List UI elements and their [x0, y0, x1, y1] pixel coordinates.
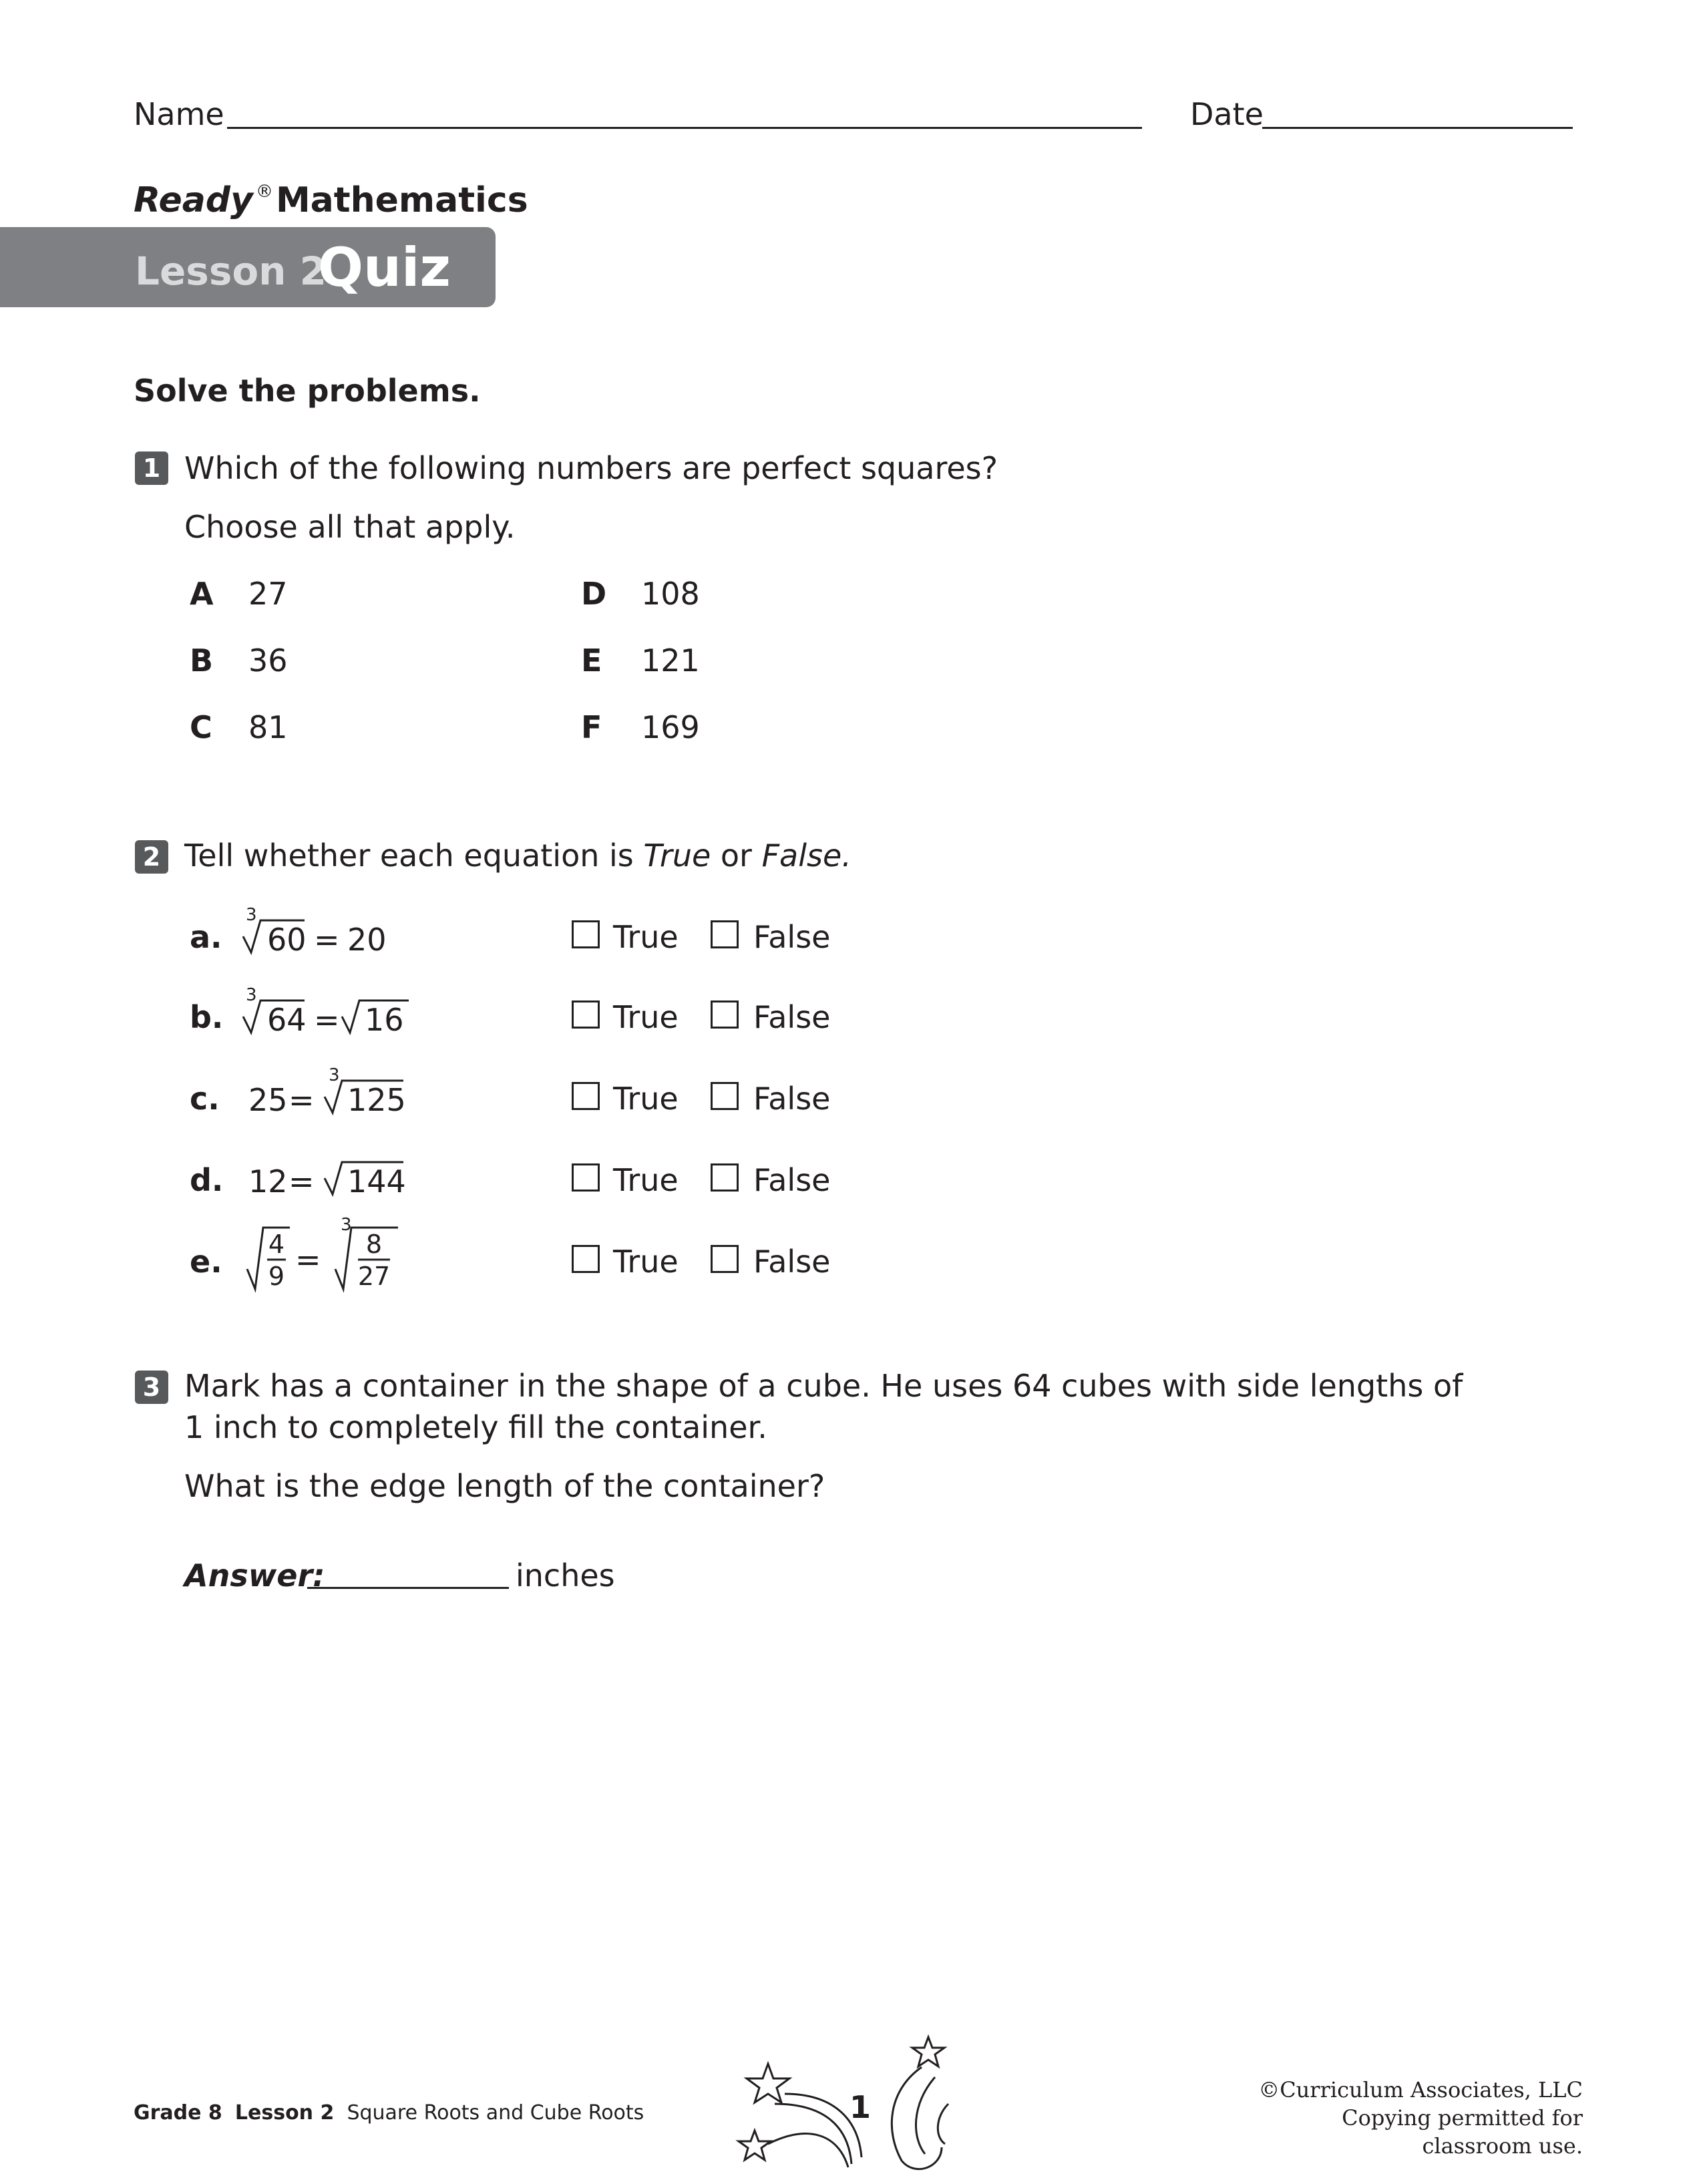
name-label: Name: [134, 96, 224, 132]
footer-grade: Grade 8: [134, 2101, 222, 2125]
equation-b: [234, 982, 434, 1042]
equation-d: [234, 1143, 434, 1204]
item-c-false-label: False: [753, 1081, 831, 1117]
item-b-true-checkbox[interactable]: [572, 1000, 600, 1029]
equals-sign: =: [289, 1163, 315, 1200]
item-a-false-checkbox[interactable]: [711, 920, 739, 948]
choice-a-letter[interactable]: A: [190, 576, 214, 612]
item-e-false-checkbox[interactable]: [711, 1245, 739, 1273]
rhs-value: 20: [347, 922, 387, 958]
item-a-true-label: True: [613, 919, 679, 955]
choice-b-letter[interactable]: B: [190, 643, 214, 679]
false-word: False.: [761, 838, 852, 874]
question-3-line-2: 1 inch to completely fill the container.: [184, 1409, 767, 1445]
numerator-2: 8: [365, 1230, 383, 1259]
item-c-false-checkbox[interactable]: [711, 1082, 739, 1110]
answer-label: Answer:: [184, 1558, 325, 1594]
footer-topic: Square Roots and Cube Roots: [347, 2101, 644, 2125]
numerator-1: 4: [268, 1230, 285, 1259]
item-b-false-checkbox[interactable]: [711, 1000, 739, 1029]
registered-mark: ®: [255, 182, 273, 202]
item-e-label: e.: [190, 1244, 222, 1280]
question-1-prompt: Which of the following numbers are perfect squares?: [184, 450, 998, 486]
radicand: 60: [267, 922, 307, 958]
answer-unit: inches: [516, 1558, 615, 1594]
brand-ready: Ready: [134, 180, 253, 220]
question-1-number: 1: [135, 451, 168, 485]
quiz-label: Quiz: [318, 236, 451, 299]
item-c-true-label: True: [613, 1081, 679, 1117]
cube-index: 3: [341, 1215, 352, 1235]
equals-sign: =: [314, 922, 340, 958]
question-3-number: 3: [135, 1371, 168, 1404]
date-label: Date: [1190, 96, 1264, 132]
item-d-false-label: False: [753, 1162, 831, 1198]
question-3-line-1: Mark has a container in the shape of a cube. He uses 64 cubes with side lengths of: [184, 1368, 1463, 1404]
item-d-true-label: True: [613, 1162, 679, 1198]
instructions: Solve the problems.: [134, 373, 481, 409]
choice-e-letter[interactable]: E: [581, 643, 602, 679]
item-d-label: d.: [190, 1162, 224, 1198]
cube-index: 3: [246, 985, 257, 1005]
item-e-true-label: True: [613, 1244, 679, 1280]
lesson-label: Lesson 2: [135, 248, 327, 294]
rhs-radicand: 16: [365, 1002, 404, 1038]
brand-title: [134, 180, 528, 220]
choice-c-value: 81: [248, 709, 288, 745]
choice-b-value: 36: [248, 643, 288, 679]
item-a-false-label: False: [753, 919, 831, 955]
name-field[interactable]: [227, 127, 1142, 129]
brand-mathematics: Mathematics: [275, 180, 528, 220]
question-2-prompt: [184, 838, 852, 874]
denominator-2: 27: [357, 1262, 391, 1291]
equals-sign: =: [289, 1082, 315, 1118]
radicand: 64: [267, 1002, 307, 1038]
stars-decoration-icon: [721, 2030, 975, 2184]
radicand: 125: [347, 1082, 406, 1118]
footer-lesson: Lesson 2: [234, 2101, 335, 2125]
question-2-number: 2: [135, 840, 168, 874]
equation-e: [234, 1216, 434, 1302]
or-word: or: [711, 838, 762, 874]
item-a-true-checkbox[interactable]: [572, 920, 600, 948]
radicand: 144: [347, 1163, 406, 1200]
choice-e-value: 121: [641, 643, 700, 679]
permission: Copying permitted for classroom use.: [1342, 2105, 1583, 2159]
choice-f-letter[interactable]: F: [581, 709, 602, 745]
item-b-false-label: False: [753, 999, 831, 1035]
equation-c: [234, 1062, 434, 1122]
choice-f-value: 169: [641, 709, 700, 745]
choice-d-letter[interactable]: D: [581, 576, 607, 612]
true-word: True: [643, 838, 711, 874]
item-a-label: a.: [190, 919, 222, 955]
prompt-text: Tell whether each equation is: [184, 838, 644, 874]
item-c-label: c.: [190, 1081, 220, 1117]
date-field[interactable]: [1262, 127, 1573, 129]
question-3-question: What is the edge length of the container?: [184, 1468, 825, 1504]
lesson-tab: [0, 227, 496, 307]
footer-right: [1229, 2076, 1583, 2160]
footer-left: [134, 2101, 644, 2125]
equation-a: [234, 902, 434, 962]
answer-field[interactable]: [307, 1587, 509, 1589]
item-b-true-label: True: [613, 999, 679, 1035]
item-d-true-checkbox[interactable]: [572, 1163, 600, 1192]
item-b-label: b.: [190, 999, 224, 1035]
item-e-true-checkbox[interactable]: [572, 1245, 600, 1273]
denominator-1: 9: [268, 1262, 285, 1291]
question-1-sub: Choose all that apply.: [184, 509, 516, 545]
cube-index: 3: [329, 1065, 340, 1085]
page-number: 1: [849, 2089, 872, 2125]
choice-d-value: 108: [641, 576, 700, 612]
equals-sign: =: [314, 1002, 340, 1038]
cube-index: 3: [246, 905, 257, 925]
lhs-value: 12: [248, 1163, 288, 1200]
equals-sign: =: [295, 1242, 321, 1278]
item-e-false-label: False: [753, 1244, 831, 1280]
item-d-false-checkbox[interactable]: [711, 1163, 739, 1192]
item-c-true-checkbox[interactable]: [572, 1082, 600, 1110]
choice-a-value: 27: [248, 576, 288, 612]
copyright: ©Curriculum Associates, LLC: [1258, 2077, 1583, 2103]
lhs-value: 25: [248, 1082, 288, 1118]
choice-c-letter[interactable]: C: [190, 709, 212, 745]
